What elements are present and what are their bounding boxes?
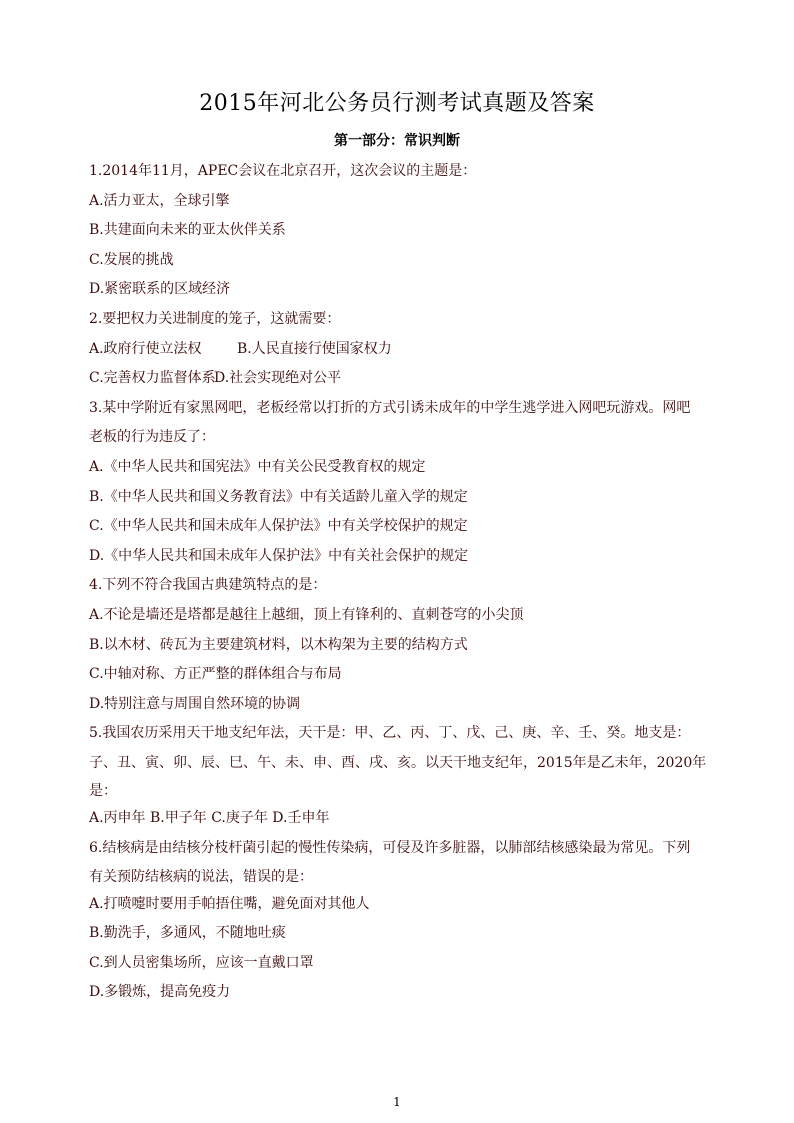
question-list <box>89 157 709 1008</box>
question-6 <box>89 834 709 1008</box>
page-number: 1 <box>393 1095 401 1109</box>
document-title: 2015年河北公务员行测考试真题及答案 <box>199 91 595 116</box>
question-2 <box>89 305 709 394</box>
question-text: 5.我国农历采用天干地支纪年法，天干是：甲、乙、丙、丁、戊、己、庚、辛、壬、癸。地支是： <box>89 725 691 742</box>
option: D.《中华人民共和国未成年人保护法》中有关社会保护的规定 <box>89 547 469 564</box>
option: A.政府行使立法权 <box>89 340 202 357</box>
question-text: 老板的行为违反了： <box>89 429 215 446</box>
option: C.到人员密集场所，应该一直戴口罩 <box>89 954 314 971</box>
option: B.勤洗手，多通风，不随地吐痰 <box>89 925 286 942</box>
question-text: 6.结核病是由结核分枝杆菌引起的慢性传染病，可侵及许多脏器，以肺部结核感染最为常见。下列 <box>89 840 691 857</box>
question-4 <box>89 571 709 719</box>
question-5 <box>89 719 709 834</box>
option: A.活力亚太，全球引擎 <box>89 192 230 209</box>
option: D.社会实现绝对公平 <box>214 370 342 387</box>
question-text: 有关预防结核病的说法，错误的是： <box>89 868 313 885</box>
question-3 <box>89 394 709 572</box>
option: D.多锻炼，提高免疫力 <box>89 984 231 1001</box>
option: C.发展的挑战 <box>89 251 174 268</box>
option: A.丙申年 B.甲子年 C.庚子年 D.壬申年 <box>89 810 330 827</box>
option: D.紧密联系的区域经济 <box>89 281 231 298</box>
option: D.特别注意与周围自然环境的协调 <box>89 695 301 712</box>
question-1 <box>89 157 709 305</box>
option: C.完善权力监督体系 <box>89 370 216 387</box>
option: B.《中华人民共和国义务教育法》中有关适龄儿童入学的规定 <box>89 488 468 505</box>
option-row <box>89 364 709 394</box>
question-text: 1.2014年11月，APEC会议在北京召开，这次会议的主题是： <box>89 163 477 179</box>
option: A.打喷嚏时要用手帕捂住嘴，避免面对其他人 <box>89 895 370 912</box>
option-row <box>89 335 709 365</box>
option: C.《中华人民共和国未成年人保护法》中有关学校保护的规定 <box>89 518 468 535</box>
question-text: 4.下列不符合我国古典建筑特点的是： <box>89 577 327 594</box>
section-heading: 第一部分：常识判断 <box>334 133 460 149</box>
question-text: 2.要把权力关进制度的笼子，这就需要： <box>89 310 341 327</box>
question-text: 3.某中学附近有家黑网吧，老板经常以打折的方式引诱未成年的中学生逃学进入网吧玩游戏。网吧 <box>89 399 691 416</box>
option: B.共建面向未来的亚太伙伴关系 <box>89 222 286 239</box>
option: A.《中华人民共和国宪法》中有关公民受教育权的规定 <box>89 458 426 475</box>
question-text: 子、丑、寅、卯、辰、巳、午、未、申、酉、戌、亥。以天干地支纪年，2015年是乙未年，2020年 <box>89 754 707 771</box>
option: A.不论是墙还是塔都是越往上越细，顶上有锋利的、直刺苍穹的小尖顶 <box>89 606 524 623</box>
option: B.以木材、砖瓦为主要建筑材料，以木构架为主要的结构方式 <box>89 636 468 653</box>
option: C.中轴对称、方正严整的群体组合与布局 <box>89 666 342 683</box>
option: B.人民直接行使国家权力 <box>237 340 392 357</box>
question-text: 是： <box>89 783 117 800</box>
